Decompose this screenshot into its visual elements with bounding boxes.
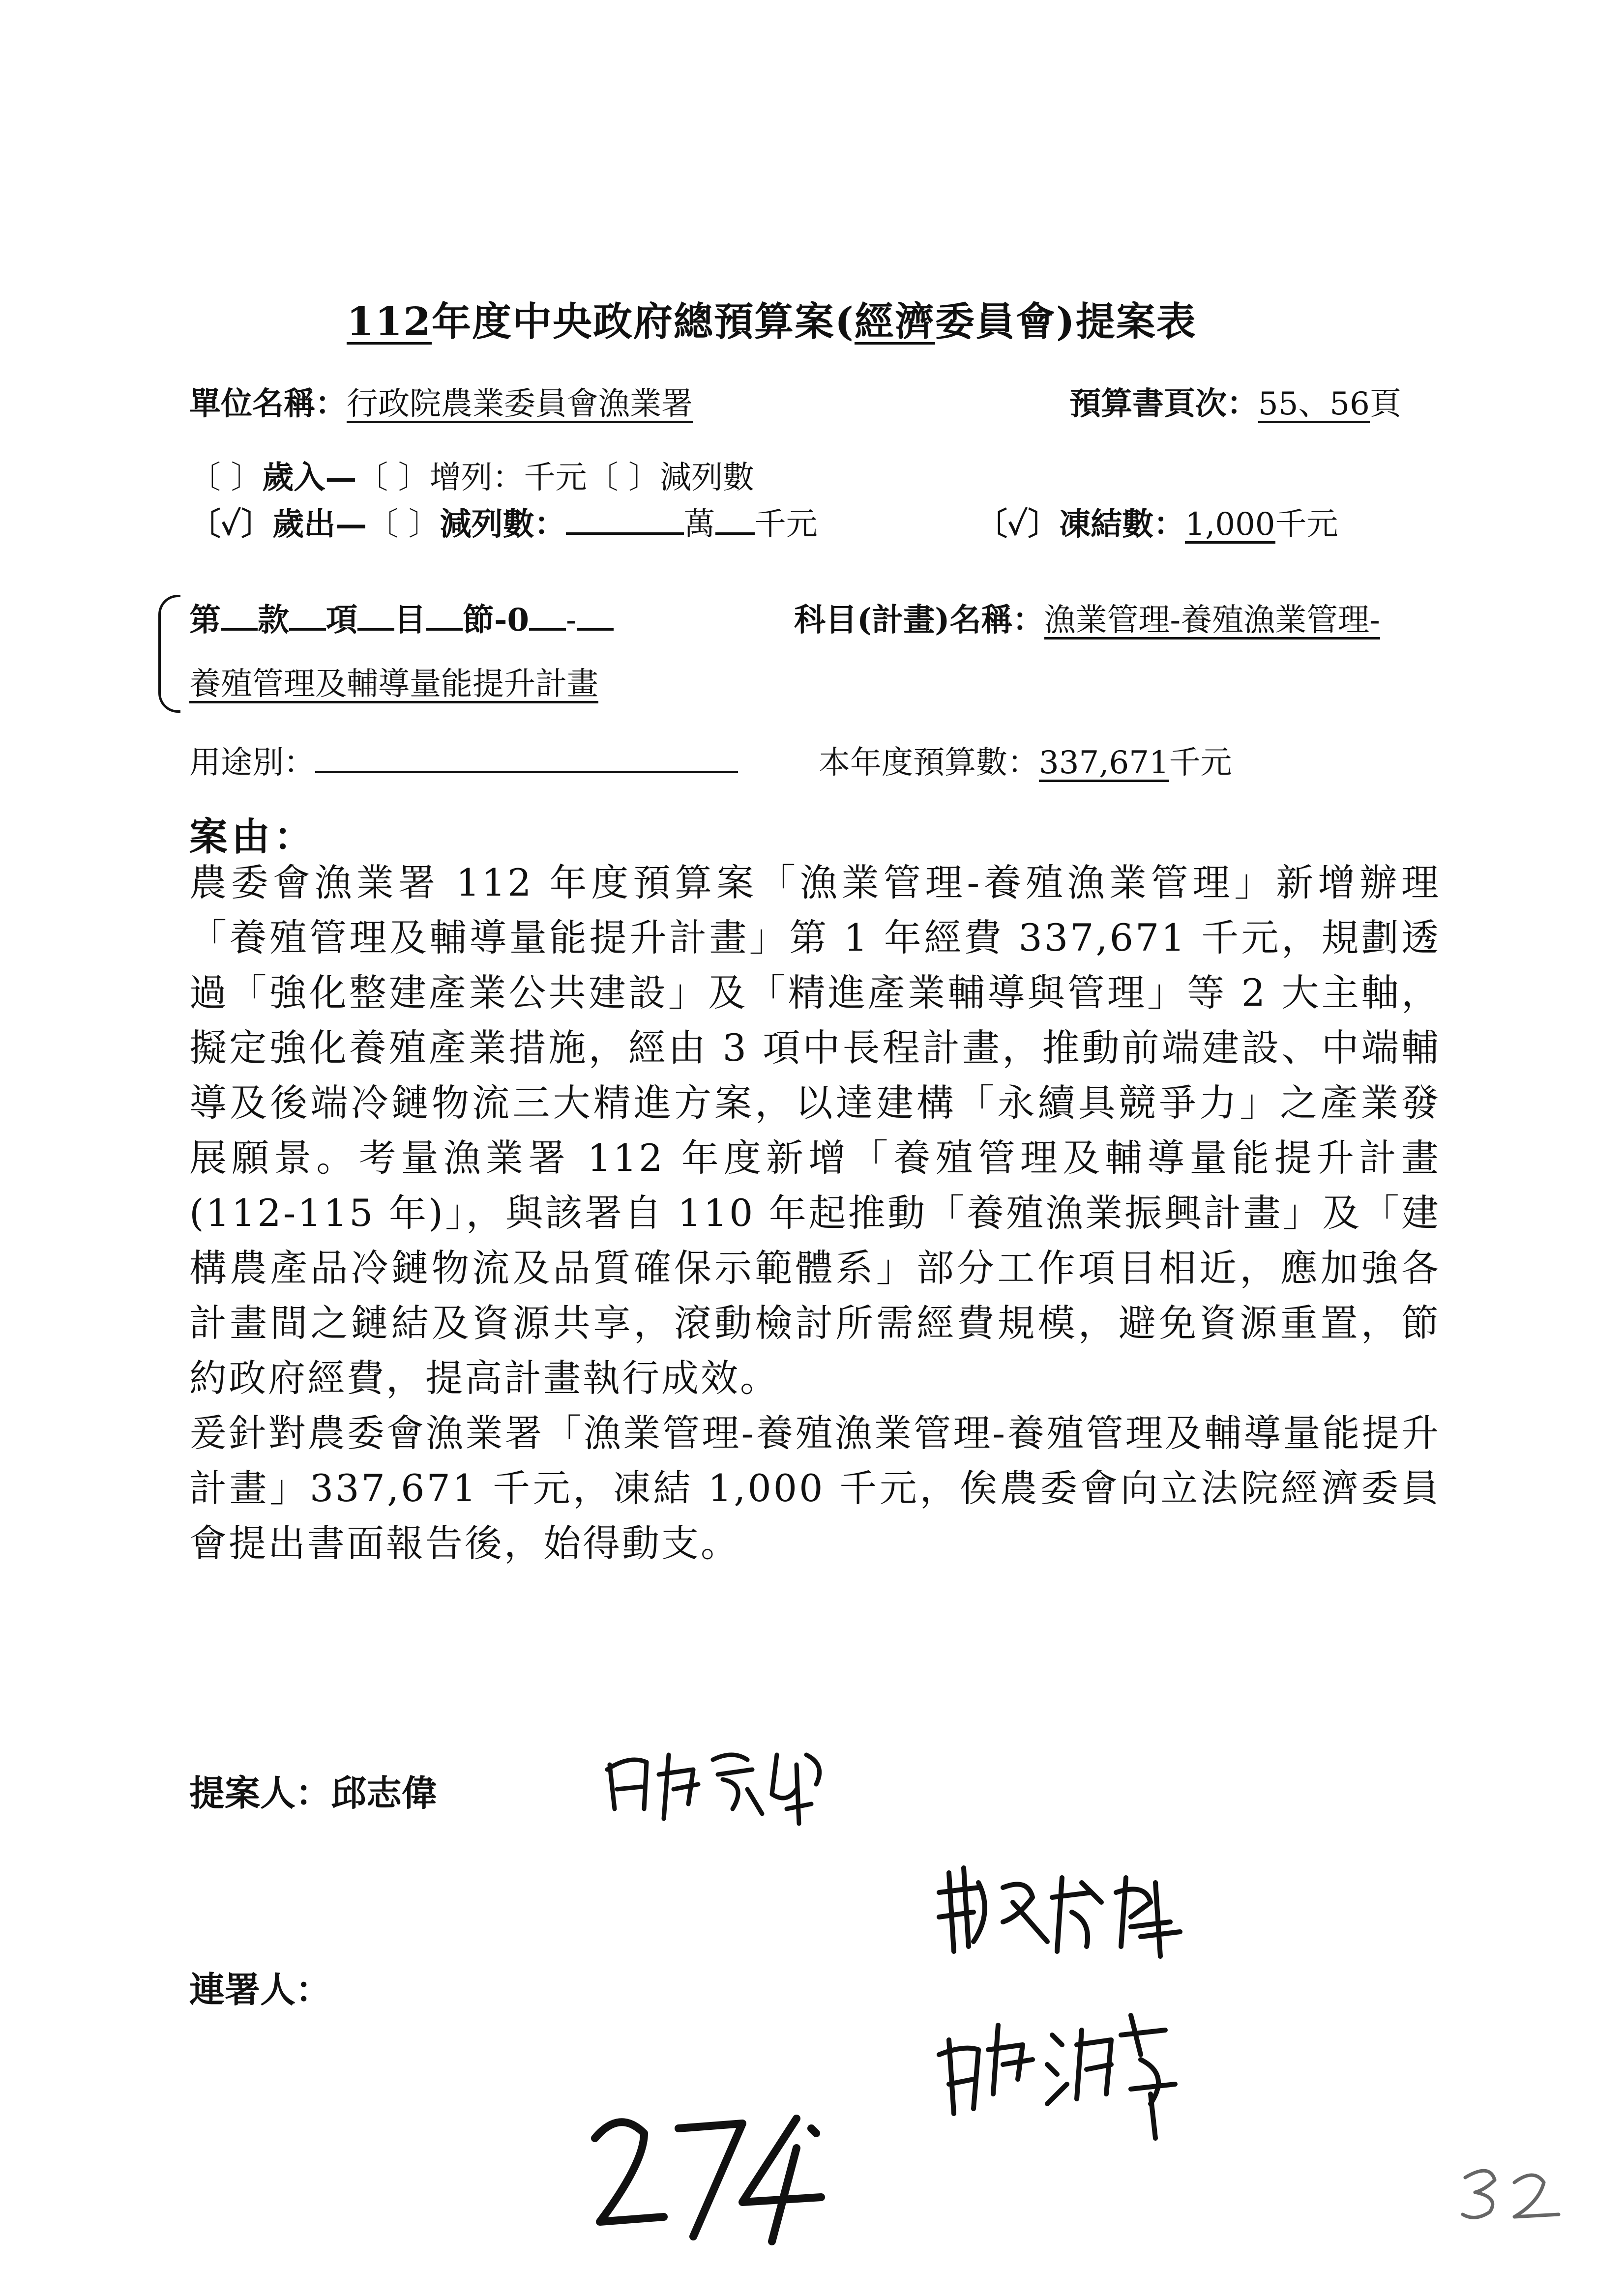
unit-label: 單位名稱： (189, 385, 347, 422)
freeze-checkbox: 〔✓〕 (976, 506, 1060, 543)
item-xiang: 項 (326, 602, 357, 639)
kuan-blank (221, 600, 258, 631)
title-committee: 經濟 (854, 298, 935, 345)
subject-value: 漁業管理-養殖漁業管理- (1044, 604, 1380, 639)
revenue-label: 歲入— (262, 459, 357, 496)
reason-paragraph-2: 爰針對農委會漁業署「漁業管理-養殖漁業管理-養殖管理及輔導量能提升計畫」337,671 千元，凍結 1,000 千元，俟農委會向立法院經濟委員會提出書面報告後，始得動支。 (189, 1411, 1441, 1565)
freeze-label: 凍結數： (1059, 506, 1185, 543)
cut-wan-blank (566, 504, 684, 535)
annual-budget-row (819, 737, 1232, 783)
cosigner-signature-2 (934, 1996, 1200, 2143)
proposer-signature (600, 1735, 836, 1829)
revenue-add-label: 增列：千元 (429, 460, 587, 496)
subject-row (794, 595, 1380, 640)
expenditure-checkbox: 〔✓〕 (189, 506, 273, 543)
item-kuan: 款 (258, 602, 289, 639)
item-bracket (158, 595, 180, 713)
annual-budget-unit: 千元 (1169, 745, 1232, 781)
expenditure-row (189, 499, 818, 544)
unit-value: 行政院農業委員會漁業署 (347, 388, 693, 423)
budget-pages-value: 55、56 (1258, 388, 1370, 423)
revenue-checkbox: 〔 〕 (189, 460, 263, 496)
subject-value-2: 養殖管理及輔導量能提升計畫 (189, 668, 598, 703)
expenditure-wan: 萬 (683, 506, 715, 543)
reason-title: 案由： (189, 814, 317, 859)
freeze-unit: 千元 (1275, 506, 1338, 543)
item-dash: - (566, 602, 577, 639)
usage-label: 用途別： (189, 745, 315, 781)
item-mu: 目 (394, 602, 426, 639)
annual-budget-value: 337,671 (1039, 747, 1169, 782)
budget-pages-suffix: 頁 (1369, 386, 1401, 422)
expenditure-cut-checkbox: 〔 〕 (367, 506, 440, 543)
jie-blank (426, 600, 463, 631)
proposer-label: 提案人： (189, 1772, 331, 1814)
freeze-row (976, 499, 1338, 544)
handwritten-page-number (580, 2094, 836, 2251)
reason-paragraph-1: 農委會漁業署 112 年度預算案「漁業管理-養殖漁業管理」新增辦理「養殖管理及輔導量能提升計畫」第 1 年經費 337,671 千元，規劃透過「強化整建產業公共建設」及「精進產業輔導與管理」等 2 大主軸，擬定強化養殖產業措施，經由 3 項中長程計畫，推動前端建設、中端輔導及後端冷鏈物流三大精進方案，以達建構「永續具競爭力」之產業發展願景。考量漁業署 112 年度新增「養殖管理及輔導量能提升計畫(112-115 年)」，與該署自 110 年起推動「養殖漁業振興計畫」及「建構農產品冷鏈物流及品質確保示範體系」部分工作項目相近，應加強各計畫間之鏈結及資源共享，滾動檢討所需經費規模，避免資源重置，節約政府經費，提高計畫執行成效。 (189, 861, 1441, 1400)
cosigners-row (189, 1961, 331, 2012)
proposer-name: 邱志偉 (331, 1772, 438, 1814)
last-blank (577, 600, 614, 631)
revenue-add-checkbox: 〔 〕 (356, 460, 430, 496)
expenditure-cut-label: 減列數： (440, 506, 566, 543)
revenue-row (189, 452, 754, 497)
subject-row-2 (189, 666, 598, 703)
item-di: 第 (189, 602, 221, 639)
revenue-cut-checkbox: 〔 〕 (587, 460, 660, 496)
proposer-row (189, 1765, 437, 1816)
unit-row (189, 378, 693, 424)
usage-blank (315, 742, 738, 773)
title-part1: 年度中央政府總預算案( (432, 298, 855, 345)
xiang-blank (289, 600, 326, 631)
title-part2: 委員會)提案表 (935, 298, 1197, 345)
item-row (189, 595, 614, 640)
budget-pages-row (1069, 378, 1401, 424)
item-jie: 節-0 (463, 602, 530, 639)
reason-body (189, 855, 1441, 1571)
cut-qian-blank (715, 504, 755, 535)
subject-label: 科目(計畫)名稱： (794, 602, 1044, 639)
mu-blank (357, 600, 394, 631)
page-title (347, 290, 1197, 347)
cosigners-label: 連署人： (189, 1969, 331, 2010)
usage-row (189, 737, 738, 783)
cosigner-signature-1 (934, 1853, 1200, 1966)
budget-pages-label: 預算書頁次： (1069, 385, 1258, 422)
title-year: 112 (347, 298, 432, 345)
expenditure-label: 歲出— (272, 506, 367, 543)
expenditure-qian: 千元 (754, 506, 818, 543)
corner-number (1455, 2158, 1568, 2227)
jie-number-blank (529, 600, 566, 631)
annual-budget-label: 本年度預算數： (819, 745, 1039, 781)
freeze-value: 1,000 (1185, 508, 1275, 544)
revenue-cut-label: 減列數 (660, 460, 755, 496)
